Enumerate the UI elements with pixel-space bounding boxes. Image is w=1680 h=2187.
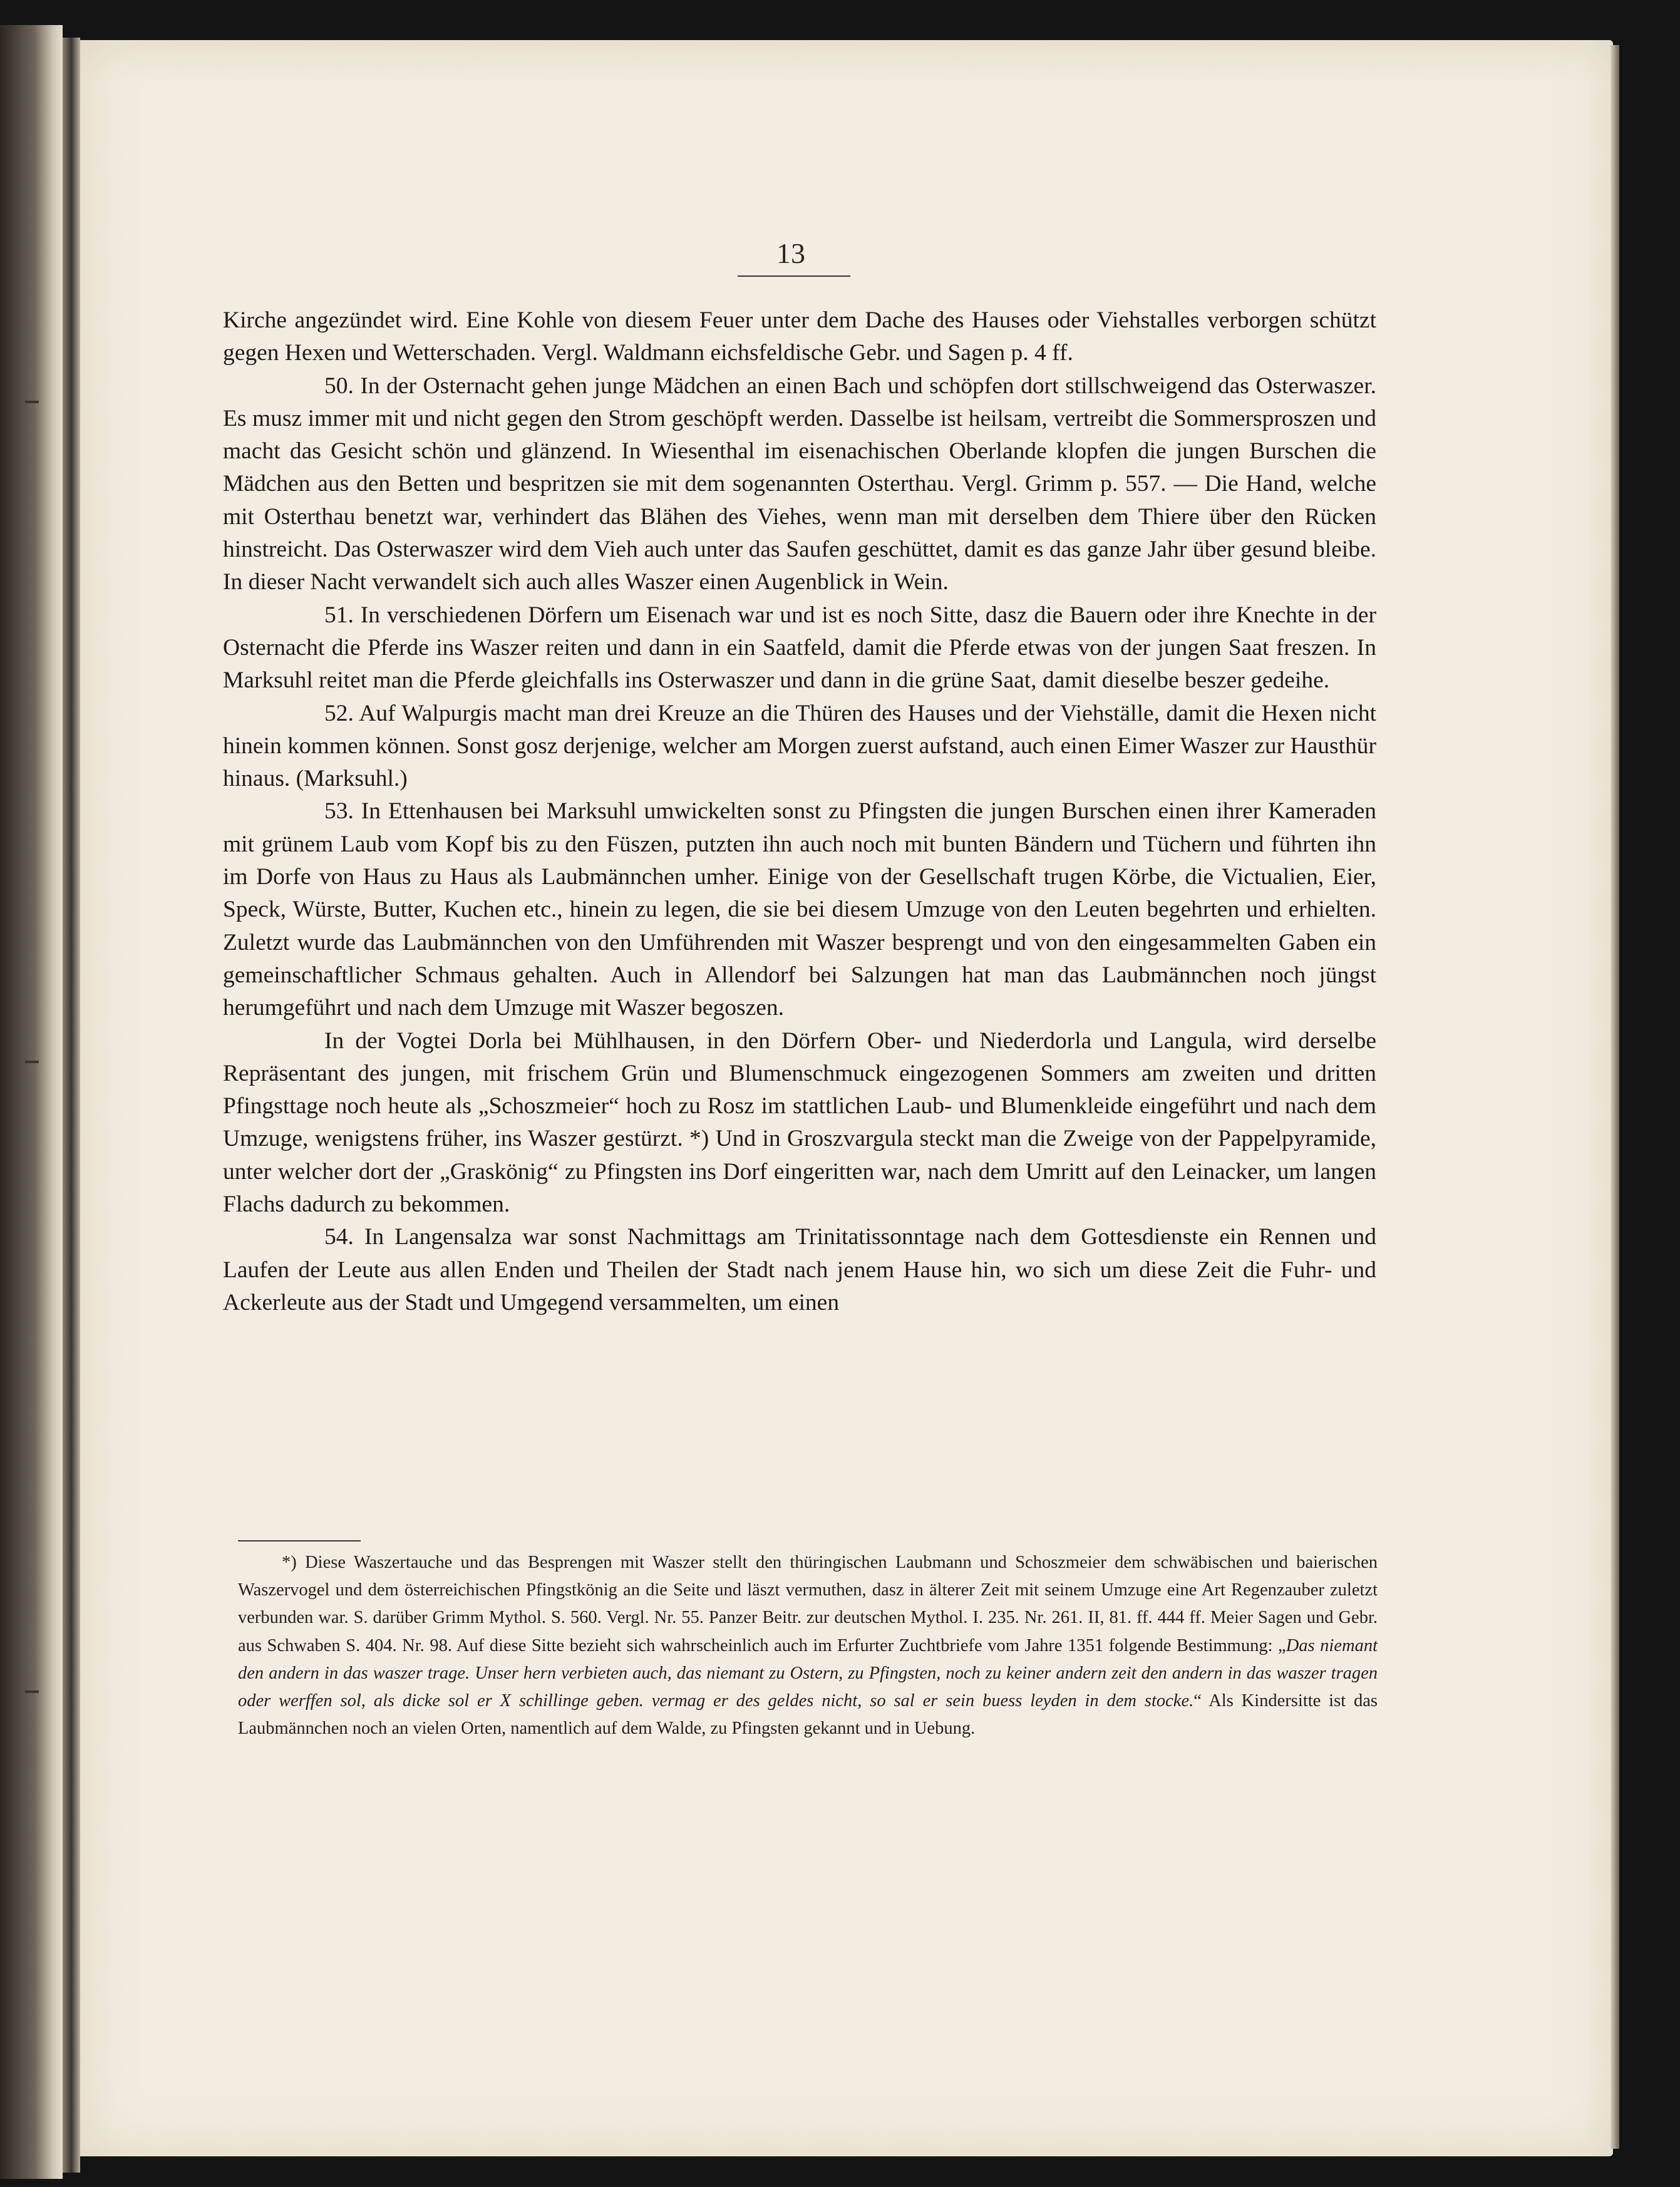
paragraph-54: 54. In Langensalza war sonst Nachmittags am Trinitatissonntage nach dem Gottesdienste ein Rennen und Laufen der Leute aus allen Enden und Theilen der Stadt nach jenem Hause hin, wo sich um diese Zeit die Fuhr- und Ackerleute aus der Stadt und Umgegend versammelten, um einen [223, 1224, 1376, 1315]
footnote-part: *) Diese Waszertauche und das Besprengen mit Waszer stellt den thüringischen Laubmann und Schoszmeier dem schwäbischen und baierischen Waszervogel und dem österreichischen Pfingstkönig an die Seite und läszt vermuthen, dasz in älterer Zeit mit seinem Umzuge eine Art Regenzauber zuletzt verbunden war. S. darüber Grimm Mythol. S. 560. Vergl. Nr. 55. Panzer Beitr. zur deutschen Mythol. I. 235. Nr. 261. II, 81. ff. 444 ff. Meier Sagen und Gebr. aus Schwaben S. 404. Nr. 98. Auf diese Sitte bezieht sich wahrscheinlich auch im Erfurter Zuchtbriefe vom Jahre 1351 folgende Bestimmung: „ [238, 1553, 1378, 1655]
paragraph-53: 53. In Ettenhausen bei Marksuhl umwickelten sonst zu Pfingsten die jungen Burschen einen ihrer Kameraden mit grünem Laub vom Kopf bis zu den Füszen, putzten ihn auch noch mit bunten Bändern und Tüchern und führten ihn im Dorfe von Haus zu Haus als Laubmännchen umher. Einige von der Gesellschaft trugen Körbe, die Victualien, Eier, Speck, Würste, Butter, Kuchen etc., hinein zu legen, die sie bei diesem Umzuge von den Leuten begehrten und erhielten. Zuletzt wurde das Laubmännchen von den Umführenden mit Waszer besprengt und von den eingesammelten Gaben ein gemeinschaftlicher Schmaus gehalten. Auch in Allendorf bei Salzungen hat man das Laubmännchen noch jüngst herumgeführt und nach dem Umzuge mit Waszer begoszen. [223, 798, 1376, 1021]
paragraph: Kirche angezündet wird. Eine Kohle von diesem Feuer unter dem Dache des Hauses oder Viehstalles verborgen schützt gegen Hexen und Wetterschaden. Vergl. Waldmann eichsfeldische Gebr. und Sagen p. 4 ff. [223, 307, 1376, 366]
page-number: 13 [776, 237, 805, 269]
main-text [223, 304, 1376, 1319]
footnote-quote: Das niemant den andern in das waszer trage. Unser hern verbieten auch, das niemant zu Ostern, zu Pfingsten, noch zu keiner andern zeit den andern in das waszer tragen oder werffen sol, als dicke sol er X schillinge geben. vermag er des geldes nicht, so sal er sein buess leyden in dem stocke. [238, 1635, 1378, 1711]
previous-page-edge [0, 25, 63, 2179]
page-number-rule [738, 275, 850, 277]
paragraph-50: 50. In der Osternacht gehen junge Mädchen an einen Bach und schöpfen dort stillschweigend das Osterwaszer. Es musz immer mit und nicht gegen den Strom geschöpft werden. Dasselbe ist heilsam, vertreibt die Sommersproszen und macht das Gesicht schön und glänzend. In Wiesenthal im eisenachischen Oberlande klopfen die jungen Burschen die Mädchen aus den Betten und bespritzen sie mit dem sogenannten Osterthau. Vergl. Grimm p. 557. — Die Hand, welche mit Osterthau benetzt war, verhindert das Blähen des Viehes, wenn man mit derselben dem Thiere über den Rücken hinstreicht. Das Osterwaszer wird dem Vieh auch unter das Saufen geschüttet, damit es das ganze Jahr über gesund bleibe. In dieser Nacht verwandelt sich auch alles Waszer einen Augenblick in Wein. [223, 373, 1376, 595]
paragraph-dorla: In der Vogtei Dorla bei Mühlhausen, in den Dörfern Ober- und Niederdorla und Langula, wird derselbe Repräsentant des jungen, mit frischem Grün und Blumenschmuck eingezogenen Sommers am zweiten und dritten Pfingsttage noch heute als „Schoszmeier“ hoch zu Rosz im stattlichen Laub- und Blumenkleide eingeführt und nach dem Umzuge, wenigstens früher, ins Waszer gestürzt. *) Und in Groszvargula steckt man die Zweige von der Pappelpyramide, unter welcher dort der „Graskönig“ zu Pfingsten ins Dorf eingeritten war, nach dem Umritt auf den Leinacker, um langen Flachs dadurch zu bekommen. [223, 1027, 1376, 1218]
book-gutter [63, 38, 80, 2173]
paragraph-52: 52. Auf Walpurgis macht man drei Kreuze an die Thüren des Hauses und der Viehställe, damit die Hexen nicht hinein kommen können. Sonst gosz derjenige, welcher am Morgen zuerst aufstand, auch einen Eimer Waszer zur Hausthür hinaus. (Marksuhl.) [223, 700, 1376, 792]
footnote [238, 1549, 1378, 1742]
margin-mark [25, 1061, 39, 1063]
paragraph-51: 51. In verschiedenen Dörfern um Eisenach war und ist es noch Sitte, dasz die Bauern oder ihre Knechte in der Osternacht die Pferde ins Waszer reiten und dann in ein Saatfeld, damit die Pferde etwas von der jungen Saat freszen. In Marksuhl reitet man die Pferde gleichfalls ins Osterwaszer und dann in die grüne Saat, damit dieselbe beszer gedeihe. [223, 602, 1376, 694]
footnote-rule [238, 1540, 361, 1541]
footnote-text [238, 1549, 1378, 1742]
margin-mark [25, 401, 39, 403]
margin-mark [25, 1690, 39, 1693]
footnote-part: “ Als Kindersitte ist das Laubmännchen noch an vielen Orten, namentlich auf dem Walde, zu Pfingsten gekannt und in Uebung. [238, 1691, 1378, 1739]
page-edge-shadow [1610, 45, 1619, 2149]
